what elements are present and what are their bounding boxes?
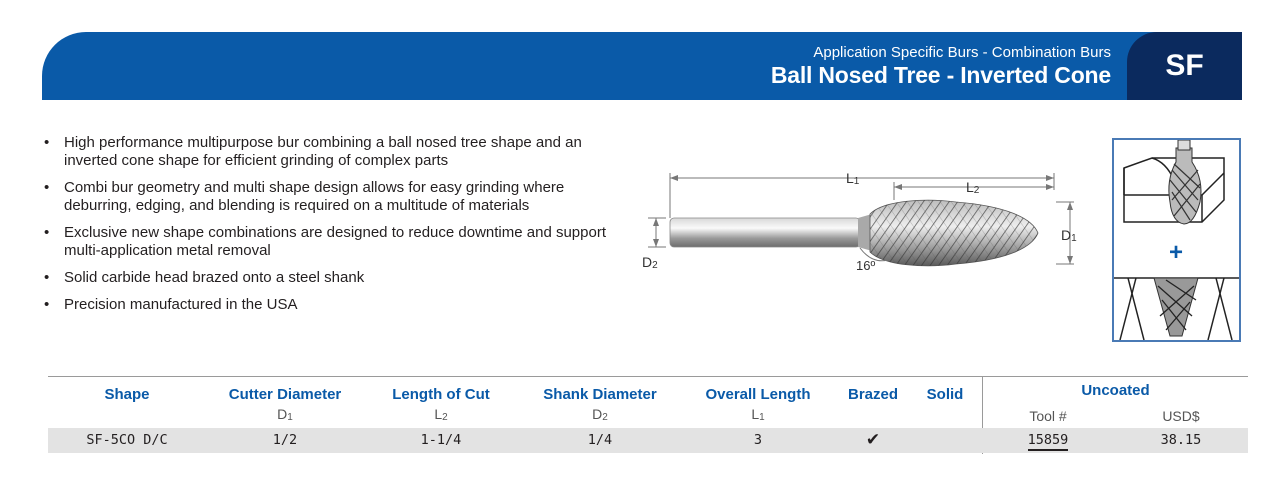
symbol-l1: $L_1$ <box>751 406 765 423</box>
header-shape: Shape <box>104 386 150 403</box>
header-shank-diameter: Shank Diameter <box>543 386 657 403</box>
cell-cutter-diameter: 1/2 <box>272 432 298 448</box>
tool-number-link[interactable]: 15859 <box>1028 432 1069 451</box>
symbol-d2: $D_2$ <box>592 406 608 423</box>
feature-item: • Exclusive new shape combinations are designed to reduce downtime and support multi-application metal removal <box>44 224 634 260</box>
header-cutter-diameter: Cutter Diameter <box>228 386 342 403</box>
l2-label: $L_2$ <box>966 179 980 196</box>
header-solid: Solid <box>926 386 964 403</box>
header-subtitle: Application Specific Burs - Combination Burs <box>813 44 1111 61</box>
header-price: USD$ <box>1162 408 1200 424</box>
cell-shape: SF-5CO D/C <box>86 432 168 448</box>
header-tool-number: Tool # <box>1029 408 1067 424</box>
feature-item: • Solid carbide head brazed onto a steel shank <box>44 269 634 287</box>
cell-shank-diameter: 1/4 <box>587 432 613 448</box>
symbol-l2: $L_2$ <box>434 406 448 423</box>
header-uncoated: Uncoated <box>1081 382 1150 399</box>
feature-item: • High performance multipurpose bur combining a ball nosed tree shape and an inverted cone shape for efficient grinding of complex parts <box>44 134 634 170</box>
angle-label: 16º <box>856 258 876 273</box>
application-drawing <box>1114 140 1239 340</box>
cell-overall-length: 3 <box>753 432 763 448</box>
feature-list <box>44 134 634 323</box>
svg-text:+: + <box>1168 239 1184 266</box>
bur-dimension-diagram <box>636 160 1096 290</box>
header-brazed: Brazed <box>847 386 899 403</box>
feature-item: • Combi bur geometry and multi shape design allows for easy grinding where deburring, edging, and blending is required on a multitude of materials <box>44 179 634 215</box>
product-code: SF <box>1165 49 1204 82</box>
table-top-rule <box>48 376 1248 377</box>
cell-price: 38.15 <box>1160 432 1202 448</box>
brazed-check-icon: ✔ <box>865 430 881 450</box>
d1-label: $D_1$ <box>1061 227 1077 244</box>
cell-tool-number <box>1008 432 1088 448</box>
cell-length-of-cut: 1-1/4 <box>420 432 462 448</box>
page-title: Ball Nosed Tree - Inverted Cone <box>770 62 1111 88</box>
application-illustration <box>1112 138 1241 342</box>
table-row <box>48 428 1248 453</box>
feature-item: • Precision manufactured in the USA <box>44 296 634 314</box>
header-text <box>771 44 1111 89</box>
l1-label: $L_1$ <box>846 170 860 187</box>
product-code-badge <box>1127 32 1242 100</box>
symbol-d1: $D_1$ <box>277 406 293 423</box>
d2-label: $D_2$ <box>642 254 658 271</box>
header-length-of-cut: Length of Cut <box>392 386 490 403</box>
header-banner <box>42 32 1242 100</box>
header-overall-length: Overall Length <box>705 386 811 403</box>
